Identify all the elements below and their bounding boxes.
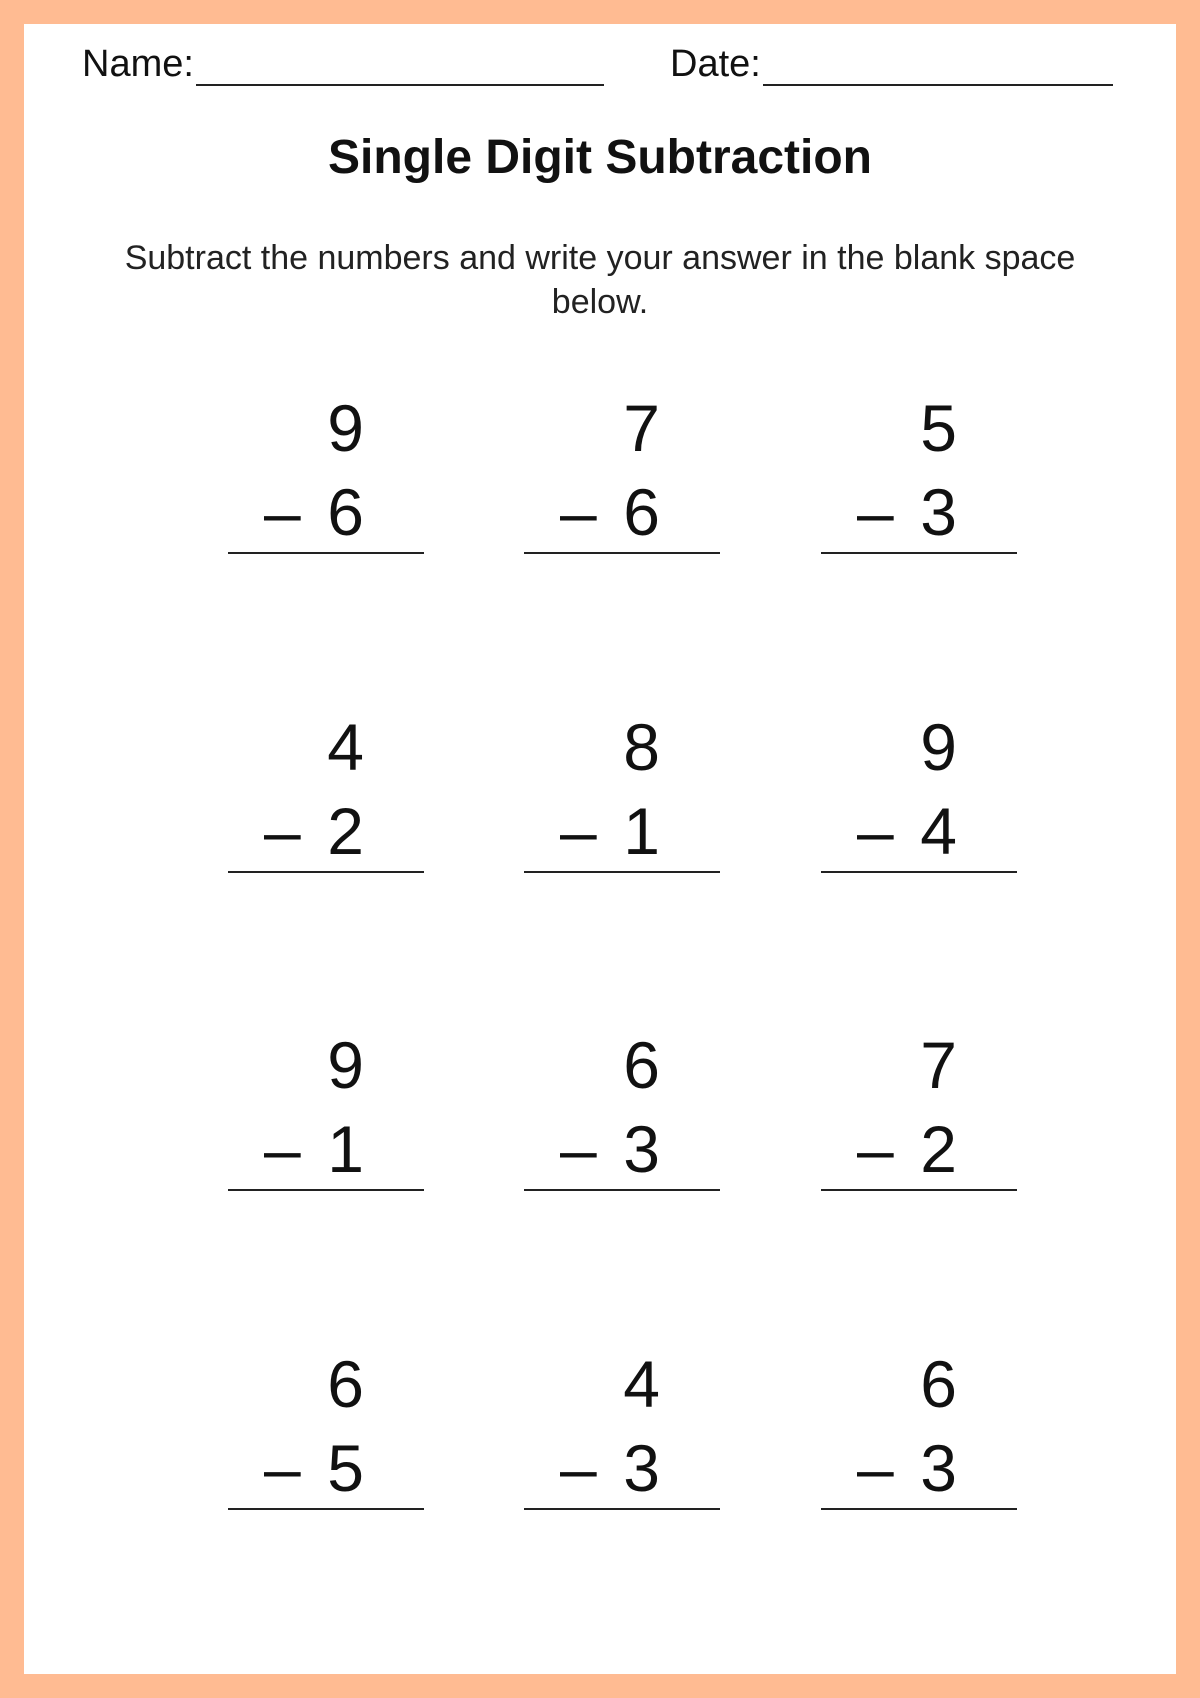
answer-line[interactable] (821, 552, 1017, 554)
minuend: 9 (920, 710, 957, 784)
minus-sign: – (264, 1112, 301, 1186)
answer-line[interactable] (821, 1508, 1017, 1510)
subtrahend: 3 (920, 1431, 957, 1505)
subtrahend: 3 (920, 475, 957, 549)
minus-sign: – (264, 475, 301, 549)
minuend: 6 (327, 1347, 364, 1421)
answer-line[interactable] (524, 1189, 720, 1191)
name-field[interactable] (82, 40, 604, 86)
problem-2 (524, 388, 720, 588)
problem-4 (228, 707, 424, 907)
subtrahend: 1 (623, 794, 660, 868)
minuend: 6 (623, 1028, 660, 1102)
minuend: 4 (623, 1347, 660, 1421)
minus-sign: – (857, 475, 894, 549)
problem-11 (524, 1344, 720, 1544)
subtrahend: 2 (327, 794, 364, 868)
problem-5 (524, 707, 720, 907)
instructions-text: Subtract the numbers and write your answer in the blank space below. (124, 239, 1076, 321)
problem-3 (821, 388, 1017, 588)
problem-1 (228, 388, 424, 588)
minus-sign: – (264, 794, 301, 868)
name-blank-line[interactable] (196, 40, 604, 86)
minus-sign: – (264, 1431, 301, 1505)
minus-sign: – (857, 794, 894, 868)
problem-10 (228, 1344, 424, 1544)
minuend: 7 (920, 1028, 957, 1102)
subtrahend: 6 (327, 475, 364, 549)
minuend: 5 (920, 391, 957, 465)
minus-sign: – (560, 1112, 597, 1186)
problem-8 (524, 1025, 720, 1225)
minus-sign: – (560, 794, 597, 868)
answer-line[interactable] (524, 552, 720, 554)
answer-line[interactable] (228, 871, 424, 873)
date-label: Date: (670, 43, 761, 85)
answer-line[interactable] (821, 871, 1017, 873)
problem-12 (821, 1344, 1017, 1544)
answer-line[interactable] (228, 1189, 424, 1191)
answer-line[interactable] (524, 1508, 720, 1510)
minus-sign: – (560, 475, 597, 549)
subtrahend: 1 (327, 1112, 364, 1186)
minuend: 8 (623, 710, 660, 784)
minus-sign: – (857, 1112, 894, 1186)
subtrahend: 3 (623, 1112, 660, 1186)
minuend: 6 (920, 1347, 957, 1421)
answer-line[interactable] (228, 552, 424, 554)
answer-line[interactable] (524, 871, 720, 873)
date-field[interactable] (670, 40, 1113, 86)
minus-sign: – (857, 1431, 894, 1505)
problem-7 (228, 1025, 424, 1225)
minus-sign: – (560, 1431, 597, 1505)
minuend: 7 (623, 391, 660, 465)
worksheet-title: Single Digit Subtraction (327, 131, 872, 184)
subtrahend: 6 (623, 475, 660, 549)
answer-line[interactable] (821, 1189, 1017, 1191)
subtrahend: 5 (327, 1431, 364, 1505)
subtrahend: 3 (623, 1431, 660, 1505)
subtrahend: 2 (920, 1112, 957, 1186)
problem-9 (821, 1025, 1017, 1225)
minuend: 4 (327, 710, 364, 784)
problem-6 (821, 707, 1017, 907)
minuend: 9 (327, 1028, 364, 1102)
answer-line[interactable] (228, 1508, 424, 1510)
minuend: 9 (327, 391, 364, 465)
date-blank-line[interactable] (763, 40, 1113, 86)
name-label: Name: (82, 43, 194, 85)
subtrahend: 4 (920, 794, 957, 868)
